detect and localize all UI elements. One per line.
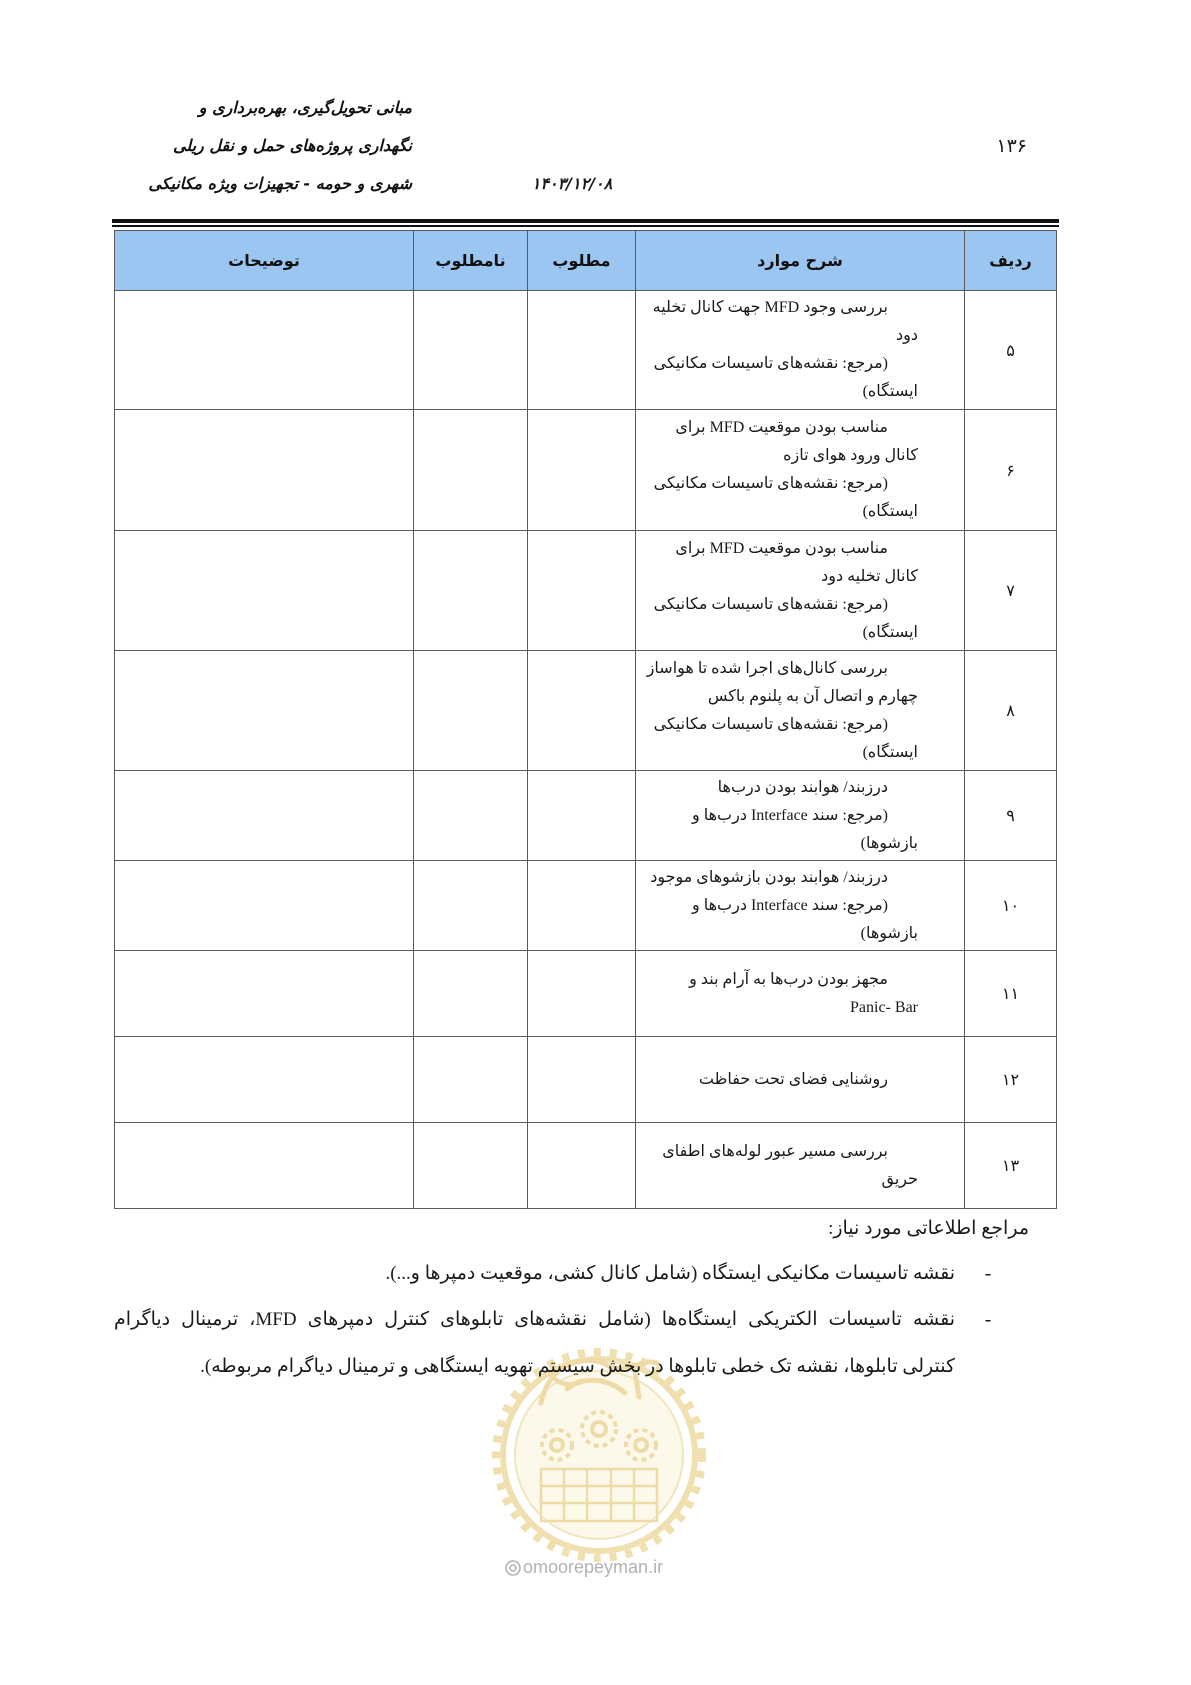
description-line: مناسب بودن موقعیت MFD برای [675,539,888,557]
description-line: کانال تخلیه دود [821,567,918,585]
description-line: (مرجع: نقشه‌های تاسیسات مکانیکی [653,595,888,613]
table-row [115,771,1057,861]
description-line: ایستگاه) [862,503,918,520]
header-rule [112,225,1059,227]
description-reference [640,591,918,647]
description-paragraph [640,1066,918,1094]
reference-item-line: نقشه تاسیسات الکتریکی ایستگاه‌ها (شامل نقشه‌های تابلوهای کنترل دمپرهای MFD، ترمینال دیاگرام [114,1309,955,1330]
undesirable-cell [414,410,528,531]
row-number: ۱۲ [965,1037,1057,1123]
description-line: (مرجع: نقشه‌های تاسیسات مکانیکی [653,475,888,492]
description-reference [640,892,918,948]
column-header-undesirable: نامطلوب [414,231,528,291]
item-description [636,1123,965,1209]
row-number: ۸ [965,651,1057,771]
notes-cell [115,1123,414,1209]
row-number: ۶ [965,410,1057,531]
description-paragraph [640,774,918,802]
checklist-table [114,230,1057,1209]
description-reference [640,802,918,858]
description-line: بررسی مسیر عبور لوله‌های اطفای [662,1142,888,1160]
description-line: مجهز بودن درب‌ها به آرام بند و [689,970,888,988]
desirable-cell [528,1037,636,1123]
description-reference [640,711,918,767]
row-number: ۱۳ [965,1123,1057,1209]
reference-item: نقشه تاسیسات مکانیکی ایستگاه (شامل کانال کشی، موقعیت دمپرها و...). [385,1263,955,1284]
table-row [115,861,1057,951]
notes-cell [115,771,414,861]
item-description [636,861,965,951]
description-line: درزبند/ هوابند بودن بازشوهای موجود [650,868,888,886]
watermark-site-text: omoorepeyman.ir [523,1557,664,1577]
description-line: Panic- Bar [850,998,918,1016]
description-line: (مرجع: سند Interface درب‌ها و [691,806,888,824]
row-number: ۱۱ [965,951,1057,1037]
desirable-cell [528,291,636,410]
item-description [636,1037,965,1123]
description-line: بررسی کانال‌های اجرا شده تا هواساز [646,659,888,677]
item-description [636,651,965,771]
desirable-cell [528,1123,636,1209]
description-line: (مرجع: سند Interface درب‌ها و [691,896,888,914]
notes-cell [115,861,414,951]
row-number: ۷ [965,531,1057,651]
table-row [115,1037,1057,1123]
header-rule [112,219,1059,223]
item-description [636,771,965,861]
list-bullet: - [984,1263,992,1285]
undesirable-cell [414,1037,528,1123]
notes-cell [115,291,414,410]
description-paragraph [640,655,918,711]
table-row [115,951,1057,1037]
column-header-notes: توضیحات [115,231,414,291]
table-row [115,410,1057,531]
description-paragraph [640,294,918,350]
item-description [636,531,965,651]
description-paragraph [640,864,918,892]
table-row [115,1123,1057,1209]
desirable-cell [528,861,636,951]
description-line: روشنایی فضای تحت حفاظت [698,1070,888,1088]
desirable-cell [528,951,636,1037]
desirable-cell [528,531,636,651]
description-line: ایستگاه) [862,743,918,761]
desirable-cell [528,651,636,771]
references-title: مراجع اطلاعاتی مورد نیاز: [828,1218,1029,1239]
description-line: (مرجع: نقشه‌های تاسیسات مکانیکی [653,715,888,733]
undesirable-cell [414,951,528,1037]
notes-cell [115,651,414,771]
undesirable-cell [414,291,528,410]
table-header-row [115,231,1057,291]
at-icon [505,1560,521,1576]
description-paragraph [640,966,918,1022]
desirable-cell [528,771,636,861]
description-reference [640,470,918,526]
row-number: ۱۰ [965,861,1057,951]
undesirable-cell [414,1123,528,1209]
watermark-site [505,1555,663,1579]
description-paragraph [640,414,918,470]
description-paragraph [640,535,918,591]
notes-cell [115,531,414,651]
row-number: ۵ [965,291,1057,410]
description-line: درزبند/ هوابند بودن درب‌ها [717,778,888,796]
list-bullet: - [984,1309,992,1331]
header-title-line: شهری و حومه - تجهیزات ویژه مکانیکی [148,174,412,193]
description-line: ایستگاه) [862,383,918,400]
description-line: (مرجع: نقشه‌های تاسیسات مکانیکی [653,355,888,372]
description-line: چهارم و اتصال آن به پلنوم باکس [707,687,918,705]
reference-item-line: کنترلی تابلوها، نقشه تک خطی تابلوها در بخش سیستم تهویه ایستگاهی و ترمینال دیاگرام مربوطه). [200,1356,955,1377]
table-row [115,531,1057,651]
description-paragraph [640,1138,918,1194]
column-header-row-number: ردیف [965,231,1057,291]
undesirable-cell [414,651,528,771]
description-line: بررسی وجود MFD جهت کانال تخلیه [652,299,888,316]
page-number: ۱۳۶ [996,135,1027,157]
row-number: ۹ [965,771,1057,861]
notes-cell [115,951,414,1037]
item-description [636,291,965,410]
column-header-desirable: مطلوب [528,231,636,291]
description-line: حریق [881,1170,918,1188]
description-line: ایستگاه) [862,623,918,641]
header-title-line: نگهداری پروژه‌های حمل و نقل ریلی [172,136,412,155]
description-line: بازشوها) [860,924,918,942]
description-line: دود [896,327,918,344]
undesirable-cell [414,771,528,861]
document-date: ۱۴۰۳/۱۲/۰۸ [531,174,613,193]
description-reference [640,350,918,406]
description-line: بازشوها) [860,834,918,852]
item-description [636,410,965,531]
notes-cell [115,1037,414,1123]
table-row [115,651,1057,771]
undesirable-cell [414,861,528,951]
notes-cell [115,410,414,531]
description-line: کانال ورود هوای تازه [783,447,918,464]
item-description [636,951,965,1037]
desirable-cell [528,410,636,531]
header-title-line: مبانی تحویل‌گیری، بهره‌برداری و [198,98,412,117]
undesirable-cell [414,531,528,651]
running-header-title [148,89,412,203]
column-header-description: شرح موارد [636,231,965,291]
description-line: مناسب بودن موقعیت MFD برای [675,419,888,436]
table-row [115,291,1057,410]
